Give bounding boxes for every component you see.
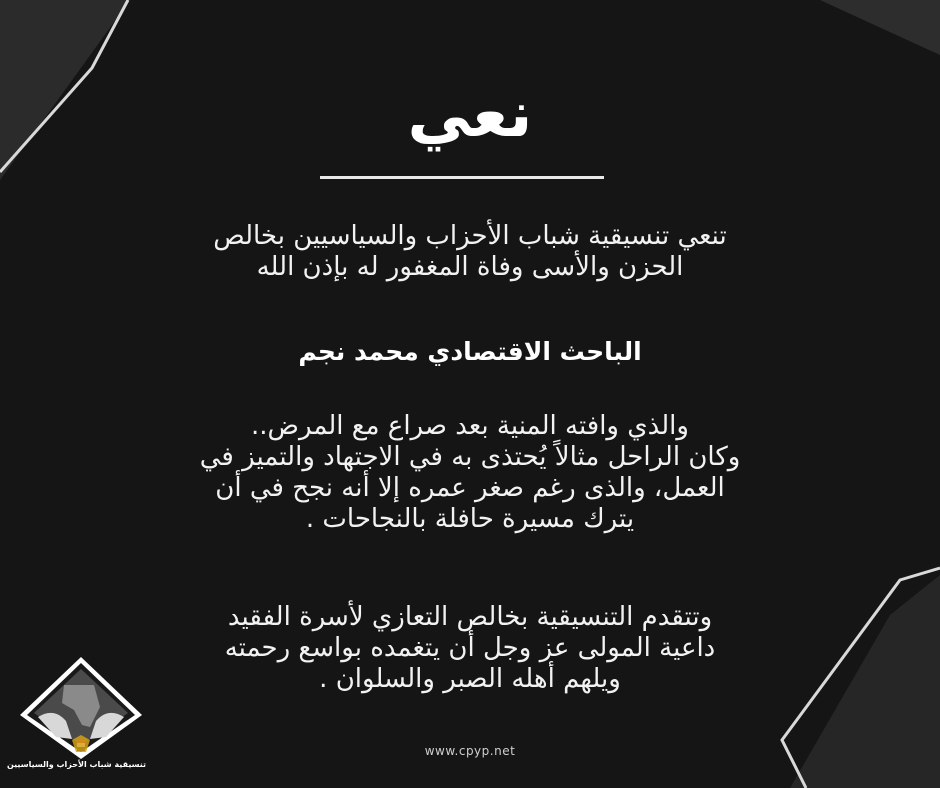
paragraph-line: يترك مسيرة حافلة بالنجاحات . (305, 504, 635, 534)
paragraph-line: تنعي تنسيقية شباب الأحزاب والسياسيين بخالص (213, 221, 727, 251)
logo-caption: تنسيقية شباب الأحزاب والسياسيين (6, 760, 146, 769)
paragraph-line: داعية المولى عز وجل أن يتغمده بواسع رحمته (224, 633, 716, 663)
top-right-shape (820, 0, 940, 55)
cpyp-logo-icon (16, 655, 146, 760)
paragraph-line: ويلهم أهله الصبر والسلوان . (319, 664, 621, 694)
paragraph-line: الحزن والأسى وفاة المغفور له بإذن الله (256, 252, 684, 282)
condolence-paragraph (130, 602, 810, 695)
announcement-paragraph (130, 221, 810, 283)
biography-paragraph (130, 411, 810, 535)
website-url: www.cpyp.net (424, 744, 516, 758)
organization-logo (6, 655, 146, 780)
page-title: نعي (407, 78, 533, 152)
paragraph-line: وتتقدم التنسيقية بخالص التعازي لأسرة الفقيد (227, 602, 713, 632)
paragraph-line: وكان الراحل مثالاً يُحتذى به في الاجتهاد والتميز في (199, 442, 741, 472)
paragraph-line: العمل، والذى رغم صغر عمره إلا أنه نجح في أن (215, 473, 725, 503)
deceased-name: الباحث الاقتصادي محمد نجم (298, 337, 642, 366)
title-divider (320, 176, 604, 179)
paragraph-line: والذي وافته المنية بعد صراع مع المرض.. (251, 411, 689, 441)
